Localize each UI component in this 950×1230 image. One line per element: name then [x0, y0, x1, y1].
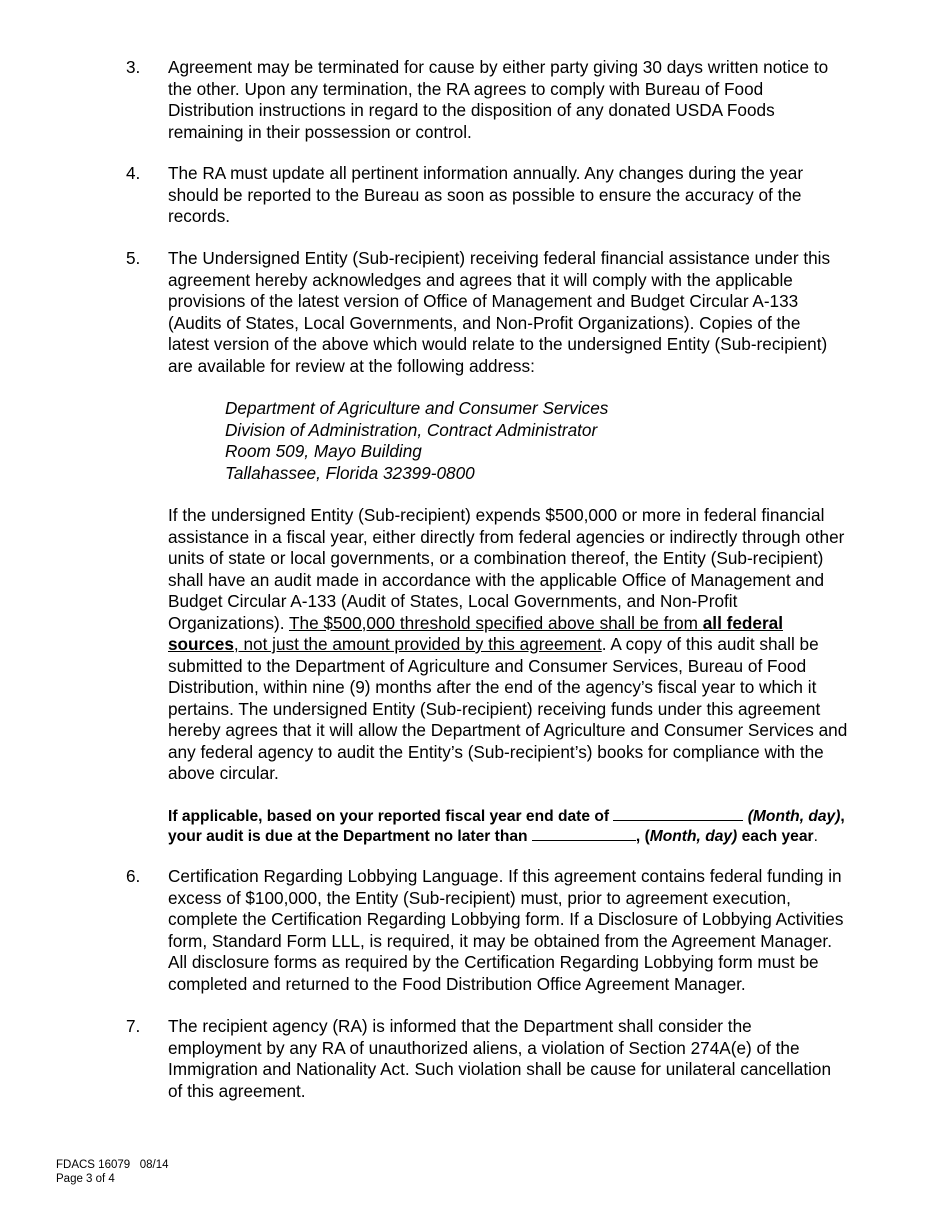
- text-line: Certification Regarding Lobbying Language. If this agreement contains federal funding in: [168, 866, 842, 886]
- text-line: The Undersigned Entity (Sub-recipient) receiving federal financial assistance under this: [168, 248, 831, 268]
- page-number: Page 3 of 4: [56, 1173, 115, 1185]
- text-line: submitted to the Department of Agriculture and Consumer Services, Bureau of Food: [168, 655, 807, 676]
- text-segment: If applicable, based on your reported fiscal year end date of: [168, 808, 614, 825]
- item-text: [168, 57, 906, 143]
- list-item-4: [126, 163, 906, 228]
- audit-due-notice: [168, 806, 928, 846]
- text-line: provisions of the latest version of Office of Management and Budget Circular A-133: [168, 291, 799, 311]
- text-line: [168, 634, 913, 656]
- text-segment: .: [813, 828, 818, 845]
- text-line: Immigration and Nationality Act. Such violation shall be cause for unilateral cancellation: [168, 1059, 832, 1079]
- text-line: are available for review at the following address:: [168, 355, 535, 376]
- bold-underlined-text: all federal: [702, 612, 783, 633]
- text-line: The RA must update all pertinent information annually. Any changes during the year: [168, 163, 804, 183]
- text-line: records.: [168, 206, 231, 226]
- text-segment: Organizations).: [168, 612, 290, 633]
- text-line: the other. Upon any termination, the RA agrees to comply with Bureau of Food: [168, 78, 764, 99]
- address-line: Division of Administration, Contract Administrator: [225, 419, 598, 440]
- notice-line-2: [168, 826, 928, 846]
- list-item-6: [126, 866, 906, 995]
- text-line: Budget Circular A-133 (Audit of States, Local Governments, and Non-Profit: [168, 591, 738, 611]
- item-text: [168, 163, 906, 228]
- text-line: employment by any RA of unauthorized aliens, a violation of Section 274A(e) of the: [168, 1037, 800, 1058]
- text-line: assistance in a fiscal year, either directly from federal agencies or indirectly through other: [168, 526, 845, 547]
- address-line: Tallahassee, Florida 32399-0800: [225, 462, 475, 483]
- text-line: form, Standard Form LLL, is required, it may be obtained from the Agreement Manager.: [168, 930, 832, 951]
- text-line: complete the Certification Regarding Lobbying form. If a Disclosure of Lobbying Activities: [168, 909, 844, 929]
- bold-underlined-text: sources: [168, 634, 234, 654]
- item-number: 4.: [126, 163, 141, 183]
- text-line: units of state or local governments, or a combination thereof, the Entity (Sub-recipient): [168, 548, 824, 568]
- address-block: [225, 398, 608, 484]
- item-number: 3.: [126, 57, 141, 77]
- list-item-7: [126, 1016, 906, 1102]
- text-line: pertains. The undersigned Entity (Sub-recipient) receiving funds under this agreement: [168, 698, 821, 719]
- item-text: [168, 1016, 906, 1102]
- address-line: Room 509, Mayo Building: [225, 441, 422, 461]
- item-number: 6.: [126, 866, 141, 886]
- page-footer: [56, 1158, 169, 1186]
- text-line: excess of $100,000, the Entity (Sub-recipient) must, prior to agreement execution,: [168, 887, 791, 908]
- notice-line-1: [168, 806, 928, 826]
- text-segment: your audit is due at the Department no later than: [168, 828, 532, 845]
- item-text: [168, 248, 906, 377]
- text-line: [168, 613, 913, 635]
- text-segment: , (: [635, 828, 650, 845]
- text-line: any federal agency to audit the Entity’s (Sub-recipient’s) books for compliance with the: [168, 741, 824, 762]
- item-number: 5.: [126, 248, 141, 268]
- text-segment: . A copy of this audit shall be: [601, 634, 819, 654]
- audit-due-date-blank[interactable]: [532, 826, 636, 841]
- text-line: Agreement may be terminated for cause by either party giving 30 days written notice to: [168, 57, 829, 77]
- address-line: Department of Agriculture and Consumer Services: [225, 398, 609, 418]
- text-line: All disclosure forms as required by the Certification Regarding Lobbying form must be: [168, 952, 819, 972]
- text-line: hereby agrees that it will allow the Department of Agriculture and Consumer Services and: [168, 720, 848, 740]
- text-line: (Audits of States, Local Governments, and Non-Profit Organizations). Copies of the: [168, 312, 801, 333]
- text-segment: ,: [840, 808, 845, 825]
- text-line: Distribution instructions in regard to the disposition of any donated USDA Foods: [168, 100, 775, 120]
- text-line: latest version of the above which would relate to the undersigned Entity (Sub-recipient): [168, 334, 828, 354]
- form-id: FDACS 16079 08/14: [56, 1159, 169, 1171]
- text-line: The recipient agency (RA) is informed that the Department shall consider the: [168, 1016, 752, 1036]
- text-line: remaining in their possession or control.: [168, 121, 472, 142]
- underlined-text: , not just the amount provided by this agreement: [233, 634, 602, 654]
- italic-hint: (Month, day): [743, 808, 841, 825]
- text-line: of this agreement.: [168, 1080, 306, 1101]
- text-line: If the undersigned Entity (Sub-recipient) expends $500,000 or more in federal financial: [168, 505, 825, 525]
- italic-hint: Month, day): [649, 828, 738, 845]
- item-number: 7.: [126, 1016, 141, 1036]
- text-line: shall have an audit made in accordance with the applicable Office of Management and: [168, 569, 825, 590]
- text-line: Distribution, within nine (9) months after the end of the agency’s fiscal year to which it: [168, 677, 817, 697]
- fiscal-year-end-date-blank[interactable]: [613, 806, 743, 821]
- text-line: agreement hereby acknowledges and agrees that it will comply with the applicable: [168, 269, 793, 290]
- text-line: should be reported to the Bureau as soon as possible to ensure the accuracy of the: [168, 184, 802, 205]
- list-item-5: [126, 248, 906, 377]
- text-line: above circular.: [168, 763, 279, 783]
- underlined-text: The $500,000 threshold specified above shall be from: [289, 612, 703, 633]
- audit-paragraph: [168, 505, 913, 785]
- list-item-3: [126, 57, 906, 143]
- text-line: completed and returned to the Food Distribution Office Agreement Manager.: [168, 973, 746, 994]
- item-text: [168, 866, 906, 995]
- text-segment: each year: [737, 828, 814, 845]
